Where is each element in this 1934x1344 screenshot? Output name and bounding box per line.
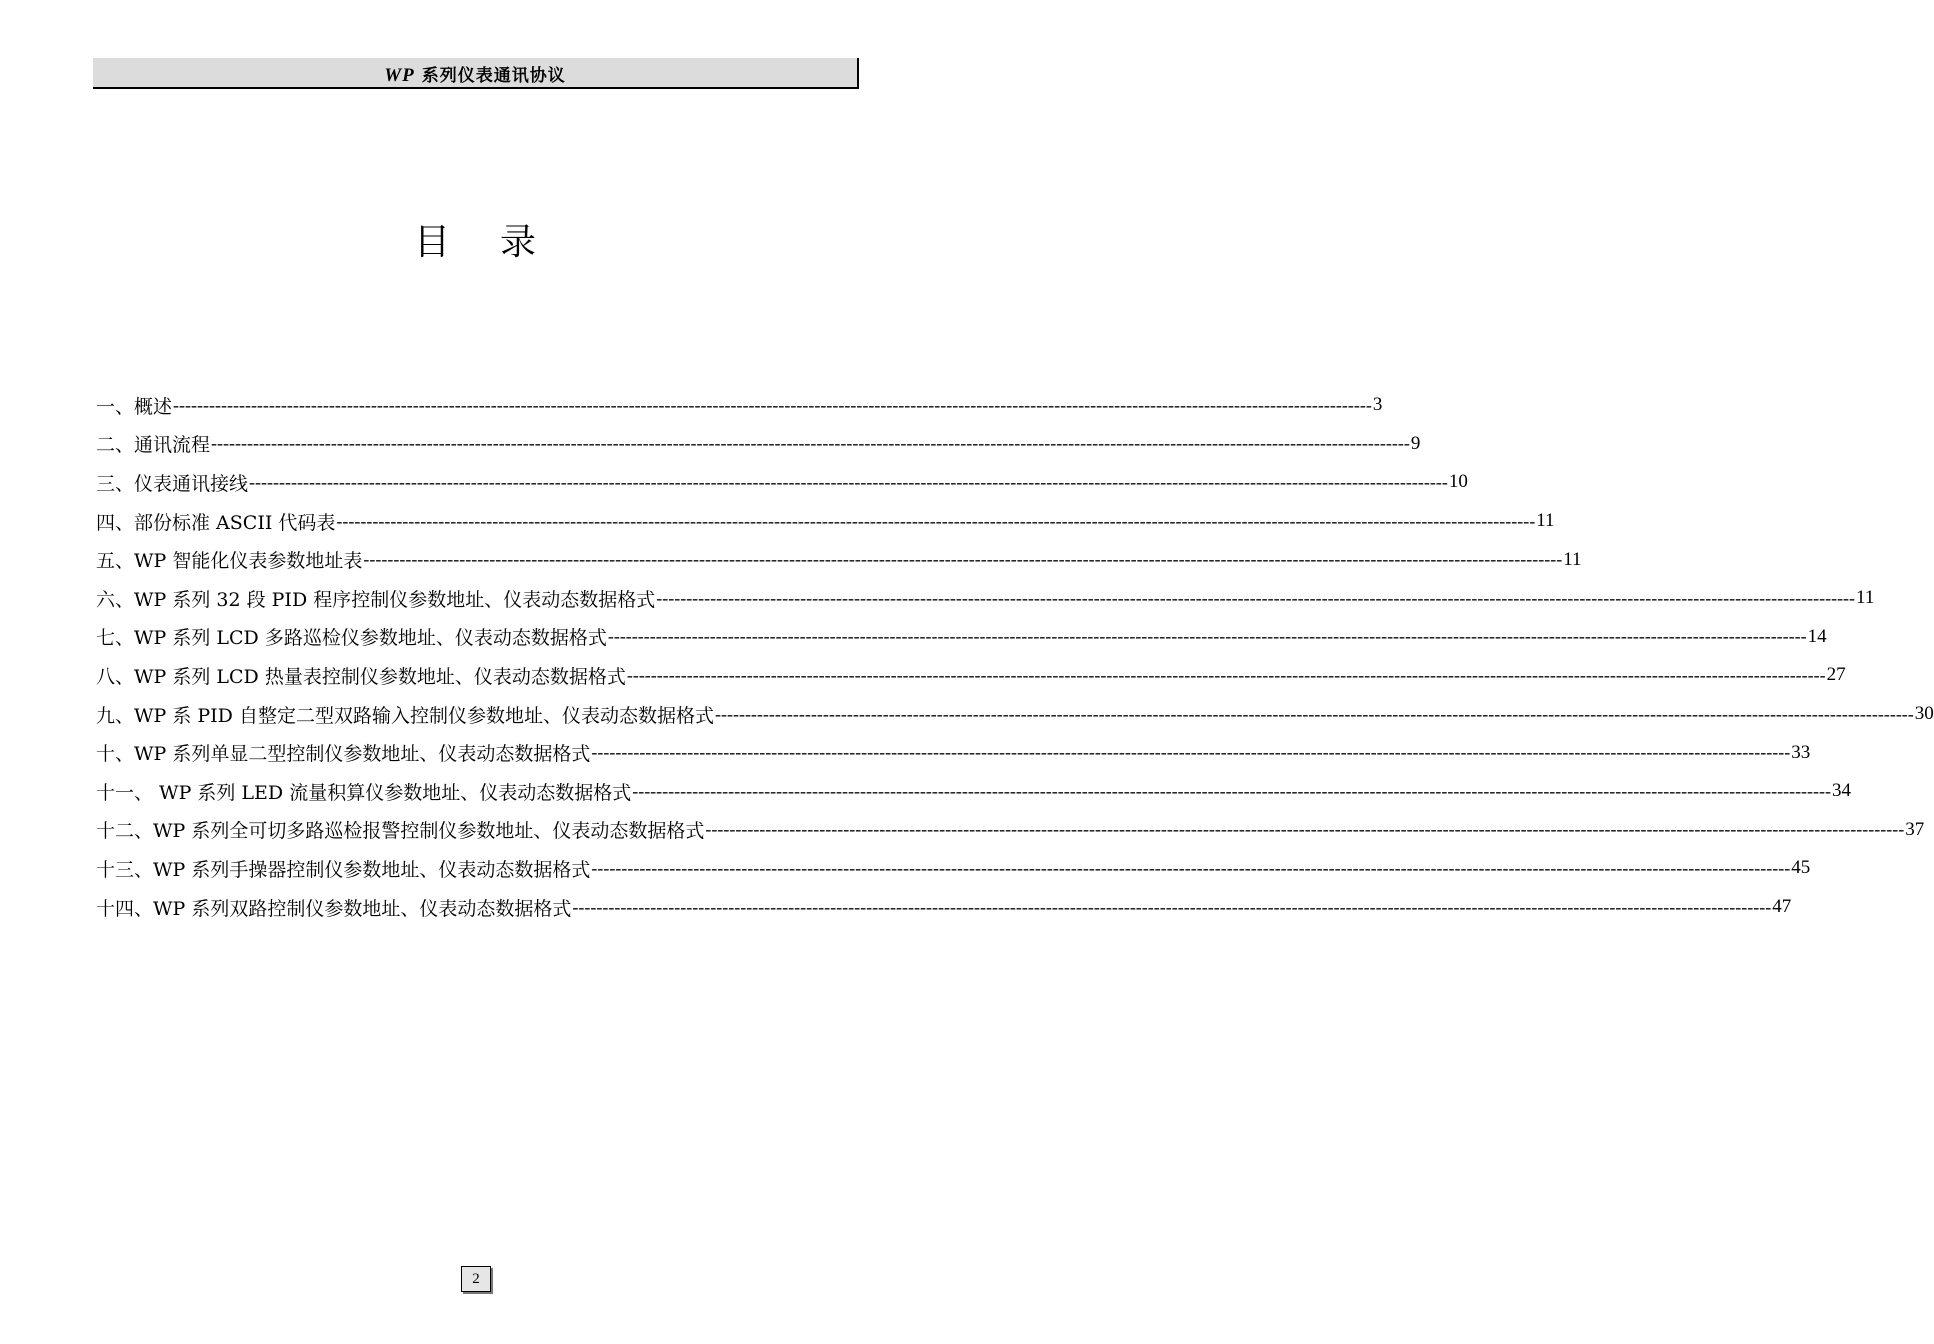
toc-entry-label: 六、WP 系列 32 段 PID 程序控制仪参数地址、仪表动态数据格式 (96, 588, 656, 611)
toc-entry[interactable] (96, 811, 1925, 850)
toc-dot-leader: -------------------------------------------------------------------------------------------------------------------------------------------------------------------------------------------------------- (591, 857, 1791, 878)
toc-entry-label: 八、WP 系列 LCD 热量表控制仪参数地址、仪表动态数据格式 (96, 665, 626, 688)
toc-entry-page: 45 (1791, 857, 1811, 879)
toc-dot-leader: -------------------------------------------------------------------------------------------------------------------------------------------------------------------------------------------------------- (249, 471, 1448, 492)
toc-dot-leader: -------------------------------------------------------------------------------------------------------------------------------------------------------------------------------------------------------- (607, 626, 1807, 647)
header-title-rest: 系列仪表通讯协议 (414, 66, 566, 86)
toc-entry-label: 十一、 WP 系列 LED 流量积算仪参数地址、仪表动态数据格式 (96, 781, 632, 804)
toc-entry-page: 30 (1914, 703, 1934, 725)
toc-entry-label: 十二、WP 系列全可切多路巡检报警控制仪参数地址、仪表动态数据格式 (96, 820, 705, 843)
toc-entry-label: 十四、WP 系列双路控制仪参数地址、仪表动态数据格式 (96, 897, 572, 920)
toc-dot-leader: -------------------------------------------------------------------------------------------------------------------------------------------------------------------------------------------------------- (591, 742, 1791, 763)
toc-entry-page: 14 (1807, 625, 1827, 647)
toc-entry[interactable] (96, 656, 1846, 695)
toc-entry[interactable] (96, 618, 1827, 657)
toc-entry-page: 33 (1791, 741, 1811, 763)
toc-entry-label: 九、WP 系 PID 自整定二型双路输入控制仪参数地址、仪表动态数据格式 (96, 704, 714, 727)
running-header (93, 58, 859, 89)
toc-dot-leader: -------------------------------------------------------------------------------------------------------------------------------------------------------------------------------------------------------- (173, 394, 1372, 415)
toc-entry-page: 11 (1536, 510, 1555, 532)
toc-entry[interactable] (96, 579, 1875, 618)
toc-dot-leader: -------------------------------------------------------------------------------------------------------------------------------------------------------------------------------------------------------- (705, 819, 1905, 840)
toc-dot-leader: -------------------------------------------------------------------------------------------------------------------------------------------------------------------------------------------------------- (336, 510, 1536, 531)
toc-entry-page: 9 (1410, 432, 1421, 454)
table-of-contents (96, 386, 1934, 926)
toc-entry-page: 3 (1372, 394, 1383, 416)
toc-entry[interactable] (96, 695, 1934, 734)
toc-entry-page: 11 (1856, 587, 1875, 609)
toc-dot-leader: -------------------------------------------------------------------------------------------------------------------------------------------------------------------------------------------------------- (572, 896, 1772, 917)
toc-entry-label: 七、WP 系列 LCD 多路巡检仪参数地址、仪表动态数据格式 (96, 627, 607, 650)
toc-entry[interactable] (96, 386, 1383, 425)
toc-entry[interactable] (96, 849, 1811, 888)
toc-dot-leader: -------------------------------------------------------------------------------------------------------------------------------------------------------------------------------------------------------- (714, 703, 1914, 724)
toc-dot-leader: -------------------------------------------------------------------------------------------------------------------------------------------------------------------------------------------------------- (626, 664, 1826, 685)
page-number: 2 (461, 1266, 491, 1292)
header-title-prefix: WP (384, 65, 415, 86)
toc-entry-page: 27 (1826, 664, 1846, 686)
toc-entry-label: 四、部份标准 ASCII 代码表 (96, 511, 336, 534)
toc-entry-page: 11 (1563, 548, 1582, 570)
toc-entry-label: 一、概述 (96, 395, 173, 418)
toc-entry-label: 三、仪表通讯接线 (96, 472, 249, 495)
toc-dot-leader: -------------------------------------------------------------------------------------------------------------------------------------------------------------------------------------------------------- (656, 587, 1856, 608)
toc-entry[interactable] (96, 463, 1468, 502)
toc-entry[interactable] (96, 540, 1582, 579)
toc-entry-page: 10 (1448, 471, 1468, 493)
toc-entry[interactable] (96, 425, 1421, 464)
toc-entry-label: 二、通讯流程 (96, 434, 211, 457)
document-title: 目录 (413, 222, 586, 263)
toc-entry-label: 五、WP 智能化仪表参数地址表 (96, 550, 363, 573)
toc-dot-leader: -------------------------------------------------------------------------------------------------------------------------------------------------------------------------------------------------------- (363, 549, 1563, 570)
toc-entry-label: 十、WP 系列单显二型控制仪参数地址、仪表动态数据格式 (96, 743, 591, 766)
toc-dot-leader: -------------------------------------------------------------------------------------------------------------------------------------------------------------------------------------------------------- (211, 433, 1410, 454)
toc-entry[interactable] (96, 733, 1811, 772)
header-title (93, 61, 857, 87)
toc-entry-page: 47 (1772, 896, 1792, 918)
toc-entry-page: 37 (1905, 818, 1925, 840)
toc-entry[interactable] (96, 772, 1852, 811)
toc-entry-page: 34 (1832, 780, 1852, 802)
toc-entry[interactable] (96, 502, 1555, 541)
toc-dot-leader: -------------------------------------------------------------------------------------------------------------------------------------------------------------------------------------------------------- (632, 780, 1832, 801)
toc-entry-label: 十三、WP 系列手操器控制仪参数地址、仪表动态数据格式 (96, 858, 591, 881)
toc-entry[interactable] (96, 888, 1792, 927)
